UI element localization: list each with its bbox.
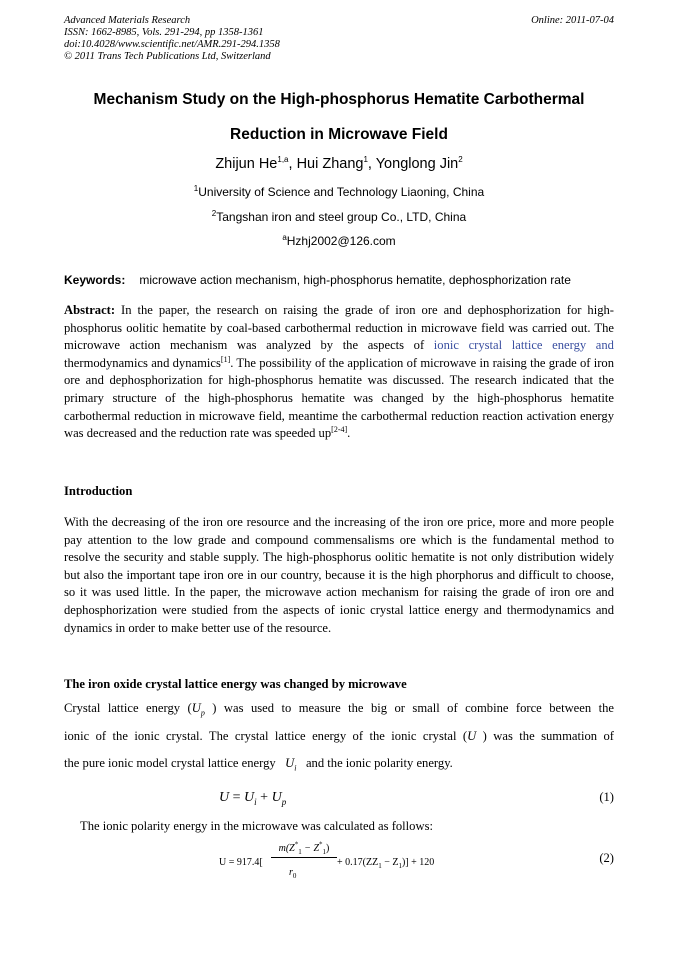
author-separator: , xyxy=(367,156,376,172)
paper-title-line1: Mechanism Study on the High-phosphorus Hematite Carbothermal xyxy=(93,91,585,108)
eq-operator: = xyxy=(229,790,245,805)
eq-text: ) xyxy=(326,843,330,854)
eq-text: r xyxy=(289,867,293,878)
issn-line: ISSN: 1662-8985, Vols. 291-294, pp 1358-1361 xyxy=(64,27,264,38)
eq-subscript: p xyxy=(281,796,287,807)
eq-suffix xyxy=(337,857,434,870)
body-text: ) was used to measure the big or small of combine force between the xyxy=(212,701,614,715)
affil-sup: a xyxy=(282,233,287,242)
eq-text: − Z xyxy=(381,857,399,868)
author-affil-sup: 1,a xyxy=(277,155,289,165)
citation: [2-4] xyxy=(331,424,348,434)
author-separator: , xyxy=(288,156,297,172)
affil-sup: 1 xyxy=(193,184,199,193)
abstract-highlight: ionic crystal lattice energy and xyxy=(433,338,614,353)
eq-sub: 1 xyxy=(378,862,382,870)
eq-sub: 1 xyxy=(398,862,402,870)
eq-text: + 0.17(ZZ xyxy=(337,857,379,868)
abstract-text: thermodynamics and dynamics xyxy=(64,355,221,370)
body-text: and the ionic polarity energy. xyxy=(305,756,453,770)
body-text: ionic of the ionic crystal. The crystal lattice energy of the ionic crystal ( xyxy=(64,729,468,743)
eq-sub: 0 xyxy=(292,872,297,880)
keywords-label: Keywords: xyxy=(64,273,126,287)
eq-symbol: U xyxy=(244,790,255,805)
keywords-text: microwave action mechanism, high-phosphorus hematite, dephosphorization rate xyxy=(139,273,571,287)
body-line xyxy=(64,755,614,777)
math-symbol: U xyxy=(191,701,201,715)
author-affil-sup: 2 xyxy=(458,155,463,165)
math-subscript: i xyxy=(294,763,297,773)
math-subscript: p xyxy=(200,708,205,718)
affiliation-email xyxy=(0,234,678,248)
body-text: the pure ionic model crystal lattice energy xyxy=(64,756,276,770)
keywords xyxy=(64,273,571,287)
section-heading: The iron oxide crystal lattice energy was changed by microwave xyxy=(64,677,407,691)
affiliation-1 xyxy=(0,185,678,199)
author-name: Yonglong Jin xyxy=(375,156,459,172)
citation: [1] xyxy=(220,354,231,364)
affil-text: Hzhj2002@126.com xyxy=(286,234,396,248)
intro-heading: Introduction xyxy=(64,484,133,498)
equation-number: (1) xyxy=(599,790,614,804)
eq-sup: * xyxy=(319,840,323,849)
eq-prefix: U = 917.4[ xyxy=(219,857,263,868)
author-affil-sup: 1 xyxy=(363,155,368,165)
eq-sup: * xyxy=(294,840,299,849)
abstract-end: . xyxy=(347,426,351,441)
abstract-text: . The possibility of the application of microwave in raising the grade of iron ore and dephosphorization for high-phosphorus hematite was discussed. The research indicated that the primary structure of the high-phosphorus hematite was changed by the high-phosphorus hematite carbothermal reduction in microwave field, meantime the carbothermal reduction reaction activation energy was decreased and the reduction rate was speeded up xyxy=(64,355,614,441)
equation-number: (2) xyxy=(599,851,614,865)
body-text: Crystal lattice energy ( xyxy=(64,701,192,715)
intro-text: With the decreasing of the iron ore resource and the increasing of the iron ore price, more and more people pay attention to the low grade and compound commensalisms ore which is the fundamental method to resolve the security and stable supply. The high-phosphorus oolitic hematite is not only distribution widely but also the important tape iron ore in our country, because it is the high phorphorus and difficult to choose, so it was used little. In the paper, the microwave action mechanism for raising the grade of iron ore and dephosphorization were studied from the aspects of ionic crystal lattice energy and thermodynamics and dynamics in order to make better use of the resource. xyxy=(64,515,614,635)
body-line xyxy=(64,700,614,722)
copyright-line: © 2011 Trans Tech Publications Ltd, Switzerland xyxy=(64,51,271,62)
author-name: Hui Zhang xyxy=(296,156,364,172)
body-text: ) was the summation of xyxy=(482,729,614,743)
math-symbol: U xyxy=(285,756,295,770)
abstract-label: Abstract: xyxy=(64,303,116,317)
eq-numerator xyxy=(271,840,337,858)
eq-subscript: i xyxy=(254,796,257,807)
math-symbol: U xyxy=(467,729,477,743)
eq-text: )] + 120 xyxy=(401,857,435,868)
body-line xyxy=(64,728,614,745)
affil-text: University of Science and Technology Liaoning, China xyxy=(198,185,485,199)
eq-sub: 1 xyxy=(298,848,302,856)
eq-denominator xyxy=(289,867,296,880)
eq-sub: 1 xyxy=(322,848,327,856)
body-line: The ionic polarity energy in the microwave was calculated as follows: xyxy=(80,819,433,833)
affil-sup: 2 xyxy=(211,209,217,218)
doi-line: doi:10.4028/www.scientific.net/AMR.291-294.1358 xyxy=(64,39,280,50)
affil-text: Tangshan iron and steel group Co., LTD, China xyxy=(216,210,467,224)
equation-2 xyxy=(219,840,439,885)
abstract xyxy=(64,302,614,443)
journal-header xyxy=(64,15,280,63)
online-date: Online: 2011-07-04 xyxy=(531,15,614,26)
eq-symbol: U xyxy=(219,790,230,805)
abstract-text: In the paper, the research on raising the grade of iron ore and dephosphorization for high-phosphorus oolitic hematite by coal-based carbothermal reduction in microwave field was carried out. The microwave action mechanism was analyzed by the aspects of xyxy=(64,303,614,353)
eq-text: − Z xyxy=(301,843,320,854)
journal-name: Advanced Materials Research xyxy=(64,15,191,26)
author-name: Zhijun He xyxy=(215,156,278,172)
affiliation-2 xyxy=(0,210,678,224)
eq-text: m(Z xyxy=(278,843,295,854)
equation-1 xyxy=(219,790,286,807)
eq-operator: + xyxy=(256,790,272,805)
intro-paragraph xyxy=(64,514,614,637)
paper-title-line2: Reduction in Microwave Field xyxy=(230,126,448,143)
eq-symbol: U xyxy=(271,790,282,805)
author-list xyxy=(0,156,678,172)
